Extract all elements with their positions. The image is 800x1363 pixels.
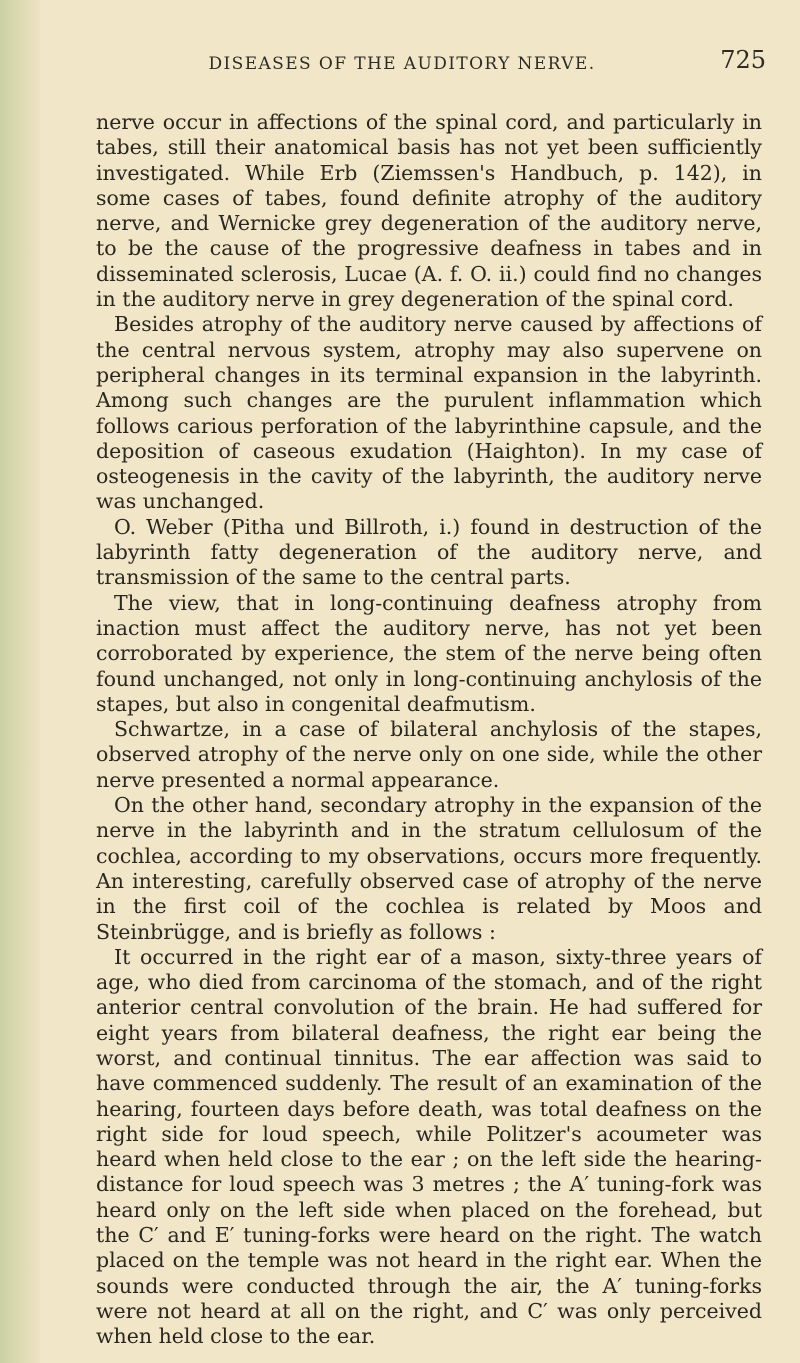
paragraph-continuation: nerve occur in affections of the spinal cord, and particularly in tabes, still their anatomical basis has not yet been sufficiently investigated. While Erb (Ziemssen's Handbuch, p. 142), in some cases of tabes, found definite atrophy of the auditory nerve, and Wernicke grey degeneration of the auditory nerve, to be the cause of the progressive deafness in tabes and in disseminated sclerosis, Lucae (A. f. O. ii.) could find no changes in the auditory nerve in grey degeneration of the spinal cord. (96, 110, 762, 312)
body-text (96, 110, 762, 1350)
paragraph: It occurred in the right ear of a mason, sixty-three years of age, who died from carcinoma of the stomach, and of the right anterior central convolution of the brain. He had suffered for eight years from bilateral deafness, the right ear being the worst, and continual tinnitus. The ear affection was said to have commenced suddenly. The result of an examination of the hearing, fourteen days before death, was total deafness on the right side for loud speech, while Politzer's acoumeter was heard when held close to the ear ; on the left side the hearing-distance for loud speech was 3 metres ; the A′ tuning-fork was heard only on the left side when placed on the forehead, but the C′ and E′ tuning-forks were heard on the right. The watch placed on the temple was not heard in the right ear. When the sounds were conducted through the air, the A′ tuning-forks were not heard at all on the right, and C′ was only perceived when held close to the ear. (96, 944, 762, 1349)
page-number: 725 (720, 46, 766, 74)
paragraph: Schwartze, in a case of bilateral anchylosis of the stapes, observed atrophy of the nerve only on one side, while the other nerve presented a normal appearance. (96, 717, 762, 792)
paragraph: The view, that in long-continuing deafness atrophy from inaction must affect the auditory nerve, has not yet been corroborated by experience, the stem of the nerve being often found unchanged, not only in long-continuing anchylosis of the stapes, but also in congenital deafmutism. (96, 590, 762, 716)
paragraph: O. Weber (Pitha und Billroth, i.) found in destruction of the labyrinth fatty degeneration of the auditory nerve, and transmission of the same to the central parts. (96, 514, 762, 590)
running-head: DISEASES OF THE AUDITORY NERVE. (208, 54, 596, 74)
paragraph: Besides atrophy of the auditory nerve caused by affections of the central nervous system, atrophy may also supervene on peripheral changes in its terminal expansion in the labyrinth. Among such changes are the purulent inflammation which follows carious perforation of the labyrinthine capsule, and the deposition of caseous exudation (Haighton). In my case of osteogenesis in the cavity of the labyrinth, the auditory nerve was unchanged. (96, 312, 762, 514)
paragraph: On the other hand, secondary atrophy in the expansion of the nerve in the labyrinth and in the stratum cellulosum of the cochlea, according to my observations, occurs more frequently. An interesting, carefully observed case of atrophy of the nerve in the first coil of the cochlea is related by Moos and Steinbrügge, and is briefly as follows : (96, 793, 762, 944)
